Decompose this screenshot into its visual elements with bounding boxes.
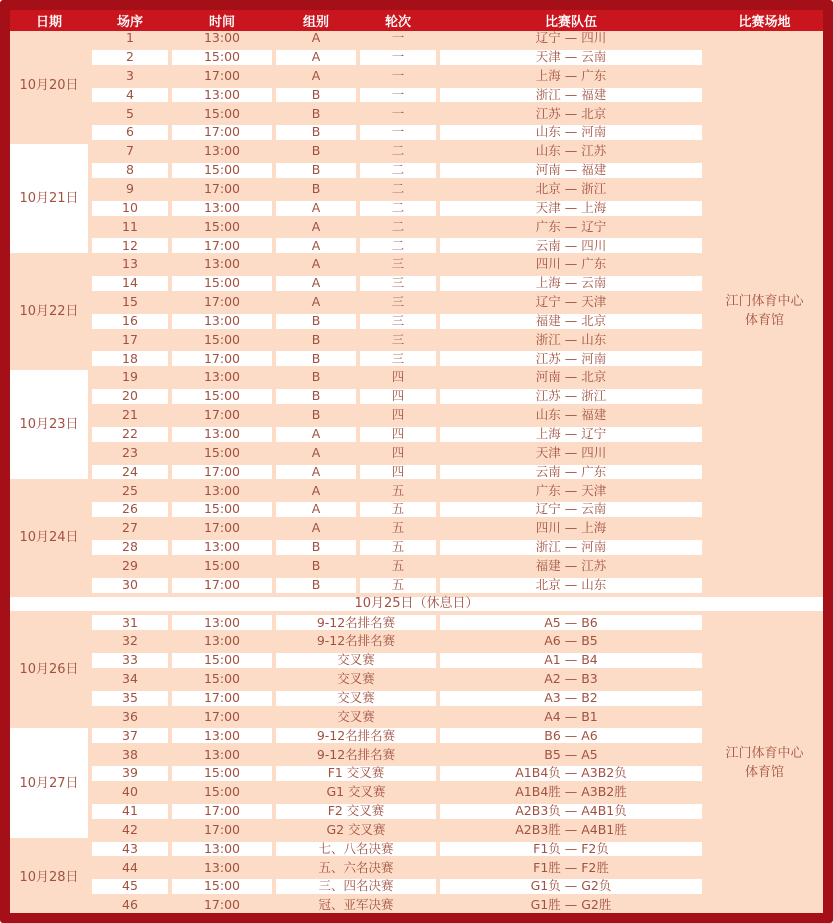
match-no-cell: 32 xyxy=(122,633,138,649)
match-no-cell: 15 xyxy=(122,294,138,310)
match-no-cell: 9 xyxy=(126,180,134,196)
teams-cell: 浙江 — 河南 xyxy=(440,540,702,555)
match-no-cell: 3 xyxy=(126,67,134,83)
group-cell: A xyxy=(276,238,356,253)
group-cell: A xyxy=(311,256,321,272)
group-cell: B xyxy=(311,180,321,196)
teams-cell: A1B4负 — A3B2负 xyxy=(440,766,702,781)
match-no-cell: 16 xyxy=(92,314,168,329)
venue-line: 江门体育中心 xyxy=(725,293,804,309)
match-no-cell: 39 xyxy=(92,766,168,781)
time-cell: 17:00 xyxy=(203,520,241,536)
time-cell: 13:00 xyxy=(172,201,272,216)
match-no-cell: 2 xyxy=(92,50,168,65)
round-cell: 五 xyxy=(360,578,436,593)
date-cell: 10月23日 xyxy=(10,370,88,479)
time-cell: 15:00 xyxy=(172,879,272,894)
match-no-cell: 14 xyxy=(92,276,168,291)
time-cell: 15:00 xyxy=(203,671,241,687)
round-cell: 三 xyxy=(391,294,405,310)
stage-cell: 9-12名排名赛 xyxy=(276,728,436,743)
teams-cell: 天津 — 上海 xyxy=(440,201,702,216)
group-cell: B xyxy=(276,540,356,555)
time-cell: 17:00 xyxy=(172,351,272,366)
group-cell: A xyxy=(311,67,321,83)
match-no-cell: 21 xyxy=(122,407,138,423)
time-cell: 15:00 xyxy=(172,766,272,781)
round-cell: 三 xyxy=(391,331,405,347)
group-cell: B xyxy=(276,125,356,140)
header-cell-time: 时间 xyxy=(208,15,235,30)
match-no-cell: 22 xyxy=(92,427,168,442)
teams-cell: A2B3负 — A4B1负 xyxy=(440,804,702,819)
stage-cell: 五、六名决赛 xyxy=(318,859,394,875)
round-cell: 二 xyxy=(360,238,436,253)
teams-cell: 山东 — 福建 xyxy=(535,407,607,423)
group-cell: B xyxy=(311,369,321,385)
time-cell: 13:00 xyxy=(203,143,241,159)
venue-line: 江门体育中心 xyxy=(725,746,804,762)
group-cell: A xyxy=(276,427,356,442)
time-cell: 15:00 xyxy=(172,276,272,291)
round-cell: 一 xyxy=(360,125,436,140)
match-no-cell: 11 xyxy=(122,218,138,234)
stage-cell: 交叉赛 xyxy=(337,671,375,687)
header-cell-no: 场序 xyxy=(116,15,143,30)
time-cell: 17:00 xyxy=(172,238,272,253)
group-cell: A xyxy=(311,218,321,234)
match-no-cell: 13 xyxy=(122,256,138,272)
time-cell: 13:00 xyxy=(172,728,272,743)
round-cell: 一 xyxy=(391,67,405,83)
time-cell: 17:00 xyxy=(203,294,241,310)
match-no-cell: 30 xyxy=(92,578,168,593)
date-cell: 10月27日 xyxy=(10,728,88,837)
group-cell: B xyxy=(276,389,356,404)
match-no-cell: 5 xyxy=(126,105,134,121)
round-cell: 四 xyxy=(360,427,436,442)
time-cell: 15:00 xyxy=(203,558,241,573)
teams-cell: 江苏 — 河南 xyxy=(440,351,702,366)
stage-cell: F2 交叉赛 xyxy=(276,804,436,819)
round-cell: 二 xyxy=(360,201,436,216)
teams-cell: 辽宁 — 四川 xyxy=(535,30,607,46)
teams-cell: 上海 — 广东 xyxy=(535,67,607,83)
venue-line: 体育馆 xyxy=(744,312,784,328)
date-cell: 10月21日 xyxy=(10,144,88,253)
group-cell: A xyxy=(276,50,356,65)
teams-cell: F1负 — F2负 xyxy=(440,842,702,857)
rest-day-row: 10月25日（休息日） xyxy=(10,597,823,612)
teams-cell: 上海 — 云南 xyxy=(440,276,702,291)
time-cell: 17:00 xyxy=(203,67,241,83)
time-cell: 15:00 xyxy=(172,502,272,517)
round-cell: 一 xyxy=(391,30,405,46)
time-cell: 13:00 xyxy=(172,615,272,630)
teams-cell: 辽宁 — 云南 xyxy=(440,502,702,517)
group-cell: A xyxy=(311,520,321,536)
time-cell: 17:00 xyxy=(172,465,272,480)
teams-cell: 天津 — 四川 xyxy=(535,444,607,460)
time-cell: 15:00 xyxy=(172,653,272,668)
match-no-cell: 35 xyxy=(92,691,168,706)
match-no-cell: 6 xyxy=(92,125,168,140)
match-no-cell: 24 xyxy=(92,465,168,480)
teams-cell: B6 — A6 xyxy=(440,728,702,743)
time-cell: 13:00 xyxy=(172,427,272,442)
stage-cell: 交叉赛 xyxy=(276,691,436,706)
round-cell: 二 xyxy=(391,180,405,196)
teams-cell: G1负 — G2负 xyxy=(440,879,702,894)
header-cell-teams: 比赛队伍 xyxy=(544,15,597,30)
match-no-cell: 46 xyxy=(122,897,138,913)
teams-cell: 辽宁 — 天津 xyxy=(535,294,607,310)
venue-cell xyxy=(706,31,823,593)
group-cell: B xyxy=(311,407,321,423)
group-cell: A xyxy=(311,444,321,460)
time-cell: 13:00 xyxy=(203,369,241,385)
teams-cell: 河南 — 北京 xyxy=(535,369,607,385)
time-cell: 13:00 xyxy=(172,540,272,555)
teams-cell: 北京 — 山东 xyxy=(440,578,702,593)
match-no-cell: 23 xyxy=(122,444,138,460)
time-cell: 15:00 xyxy=(203,218,241,234)
teams-cell: 云南 — 广东 xyxy=(440,465,702,480)
group-cell: B xyxy=(311,331,321,347)
stage-cell: 三、四名决赛 xyxy=(276,879,436,894)
time-cell: 17:00 xyxy=(172,578,272,593)
teams-cell: 福建 — 北京 xyxy=(440,314,702,329)
teams-cell: 天津 — 云南 xyxy=(440,50,702,65)
round-cell: 四 xyxy=(360,465,436,480)
group-cell: B xyxy=(276,88,356,103)
time-cell: 13:00 xyxy=(203,256,241,272)
teams-cell: 福建 — 江苏 xyxy=(535,558,607,573)
teams-cell: 四川 — 广东 xyxy=(535,256,607,272)
match-no-cell: 34 xyxy=(122,671,138,687)
date-cell: 10月28日 xyxy=(19,869,79,885)
time-cell: 13:00 xyxy=(172,314,272,329)
teams-cell: 北京 — 浙江 xyxy=(535,180,607,196)
teams-cell: A6 — B5 xyxy=(544,633,598,649)
match-no-cell: 28 xyxy=(92,540,168,555)
group-cell: B xyxy=(276,163,356,178)
stage-cell: 冠、亚军决赛 xyxy=(318,897,394,913)
time-cell: 13:00 xyxy=(203,30,241,46)
round-cell: 二 xyxy=(360,163,436,178)
teams-cell: 山东 — 河南 xyxy=(440,125,702,140)
match-no-cell: 20 xyxy=(92,389,168,404)
match-no-cell: 26 xyxy=(92,502,168,517)
time-cell: 15:00 xyxy=(203,784,241,800)
teams-cell: A2B3胜 — A4B1胜 xyxy=(515,821,627,837)
time-cell: 15:00 xyxy=(172,163,272,178)
match-no-cell: 19 xyxy=(122,369,138,385)
venue-cell xyxy=(706,615,823,913)
time-cell: 17:00 xyxy=(203,897,241,913)
group-cell: A xyxy=(311,294,321,310)
schedule-body xyxy=(10,31,823,913)
round-cell: 三 xyxy=(360,276,436,291)
date-cell: 10月22日 xyxy=(19,304,79,320)
teams-cell: 云南 — 四川 xyxy=(440,238,702,253)
stage-cell: 交叉赛 xyxy=(276,653,436,668)
stage-cell: 9-12名排名赛 xyxy=(316,633,396,649)
match-no-cell: 41 xyxy=(92,804,168,819)
match-no-cell: 40 xyxy=(122,784,138,800)
teams-cell: 广东 — 天津 xyxy=(535,482,607,498)
match-no-cell: 45 xyxy=(92,879,168,894)
group-cell: B xyxy=(276,578,356,593)
stage-cell: 交叉赛 xyxy=(337,708,375,724)
time-cell: 13:00 xyxy=(172,88,272,103)
group-cell: B xyxy=(311,105,321,121)
group-cell: A xyxy=(276,201,356,216)
round-cell: 三 xyxy=(360,351,436,366)
time-cell: 17:00 xyxy=(203,708,241,724)
match-no-cell: 25 xyxy=(122,482,138,498)
group-cell: A xyxy=(311,482,321,498)
header-cell-venue: 比赛场地 xyxy=(738,15,791,30)
table-header xyxy=(10,10,823,31)
header-cell-date: 日期 xyxy=(35,15,62,30)
round-cell: 五 xyxy=(391,558,405,573)
round-cell: 一 xyxy=(360,50,436,65)
round-cell: 五 xyxy=(360,540,436,555)
time-cell: 15:00 xyxy=(203,444,241,460)
time-cell: 13:00 xyxy=(203,633,241,649)
match-no-cell: 4 xyxy=(92,88,168,103)
round-cell: 三 xyxy=(360,314,436,329)
match-no-cell: 44 xyxy=(122,859,138,875)
time-cell: 17:00 xyxy=(203,821,241,837)
teams-cell: 江苏 — 北京 xyxy=(535,105,607,121)
teams-cell: 浙江 — 山东 xyxy=(535,331,607,347)
match-no-cell: 33 xyxy=(92,653,168,668)
stage-cell: F1 交叉赛 xyxy=(276,766,436,781)
group-cell: B xyxy=(311,143,321,159)
stage-cell: G1 交叉赛 xyxy=(326,784,386,800)
teams-cell: G1胜 — G2胜 xyxy=(530,897,612,913)
time-cell: 17:00 xyxy=(203,180,241,196)
match-no-cell: 42 xyxy=(122,821,138,837)
stage-cell: 9-12名排名赛 xyxy=(276,615,436,630)
match-no-cell: 12 xyxy=(92,238,168,253)
date-cell: 10月24日 xyxy=(19,530,79,546)
round-cell: 四 xyxy=(391,369,405,385)
stage-cell: 9-12名排名赛 xyxy=(316,746,396,762)
round-cell: 一 xyxy=(391,105,405,121)
group-cell: A xyxy=(311,30,321,46)
time-cell: 15:00 xyxy=(172,389,272,404)
teams-cell: A3 — B2 xyxy=(440,691,702,706)
group-cell: B xyxy=(276,351,356,366)
round-cell: 四 xyxy=(391,444,405,460)
venue-line: 体育馆 xyxy=(744,765,784,781)
match-no-cell: 10 xyxy=(92,201,168,216)
teams-cell: B5 — A5 xyxy=(544,746,598,762)
round-cell: 一 xyxy=(360,88,436,103)
time-cell: 17:00 xyxy=(203,407,241,423)
time-cell: 13:00 xyxy=(203,482,241,498)
teams-cell: 河南 — 福建 xyxy=(440,163,702,178)
teams-cell: 山东 — 江苏 xyxy=(535,143,607,159)
stage-cell: G2 交叉赛 xyxy=(326,821,386,837)
header-cell-round: 轮次 xyxy=(384,15,411,30)
schedule-table xyxy=(10,10,823,913)
time-cell: 13:00 xyxy=(172,842,272,857)
match-no-cell: 1 xyxy=(126,30,134,46)
time-cell: 17:00 xyxy=(172,691,272,706)
round-cell: 五 xyxy=(391,520,405,536)
match-no-cell: 7 xyxy=(126,143,134,159)
time-cell: 15:00 xyxy=(203,105,241,121)
time-cell: 17:00 xyxy=(172,125,272,140)
teams-cell: 江苏 — 浙江 xyxy=(440,389,702,404)
time-cell: 15:00 xyxy=(172,50,272,65)
teams-cell: 四川 — 上海 xyxy=(535,520,607,536)
round-cell: 三 xyxy=(391,256,405,272)
round-cell: 五 xyxy=(391,482,405,498)
round-cell: 四 xyxy=(391,407,405,423)
teams-cell: A2 — B3 xyxy=(544,671,598,687)
date-cell: 10月20日 xyxy=(19,78,79,94)
match-no-cell: 36 xyxy=(122,708,138,724)
teams-cell: A1 — B4 xyxy=(440,653,702,668)
teams-cell: 广东 — 辽宁 xyxy=(535,218,607,234)
match-no-cell: 17 xyxy=(122,331,138,347)
time-cell: 15:00 xyxy=(203,331,241,347)
header-cell-group: 组别 xyxy=(302,15,329,30)
group-cell: A xyxy=(276,465,356,480)
match-no-cell: 29 xyxy=(122,558,138,573)
teams-cell: 浙江 — 福建 xyxy=(440,88,702,103)
round-cell: 二 xyxy=(391,218,405,234)
teams-cell: 上海 — 辽宁 xyxy=(440,427,702,442)
teams-cell: F1胜 — F2胜 xyxy=(533,859,609,875)
date-cell: 10月26日 xyxy=(19,662,79,678)
teams-cell: A5 — B6 xyxy=(440,615,702,630)
group-cell: B xyxy=(276,314,356,329)
match-no-cell: 38 xyxy=(122,746,138,762)
time-cell: 13:00 xyxy=(203,746,241,762)
group-cell: B xyxy=(311,558,321,573)
group-cell: A xyxy=(276,276,356,291)
match-no-cell: 37 xyxy=(92,728,168,743)
group-cell: A xyxy=(276,502,356,517)
match-no-cell: 43 xyxy=(92,842,168,857)
teams-cell: A4 — B1 xyxy=(544,708,598,724)
round-cell: 四 xyxy=(360,389,436,404)
match-no-cell: 8 xyxy=(92,163,168,178)
time-cell: 13:00 xyxy=(203,859,241,875)
teams-cell: A1B4胜 — A3B2胜 xyxy=(515,784,627,800)
match-no-cell: 31 xyxy=(92,615,168,630)
time-cell: 17:00 xyxy=(172,804,272,819)
round-cell: 二 xyxy=(391,143,405,159)
stage-cell: 七、八名决赛 xyxy=(276,842,436,857)
round-cell: 五 xyxy=(360,502,436,517)
match-no-cell: 27 xyxy=(122,520,138,536)
match-no-cell: 18 xyxy=(92,351,168,366)
